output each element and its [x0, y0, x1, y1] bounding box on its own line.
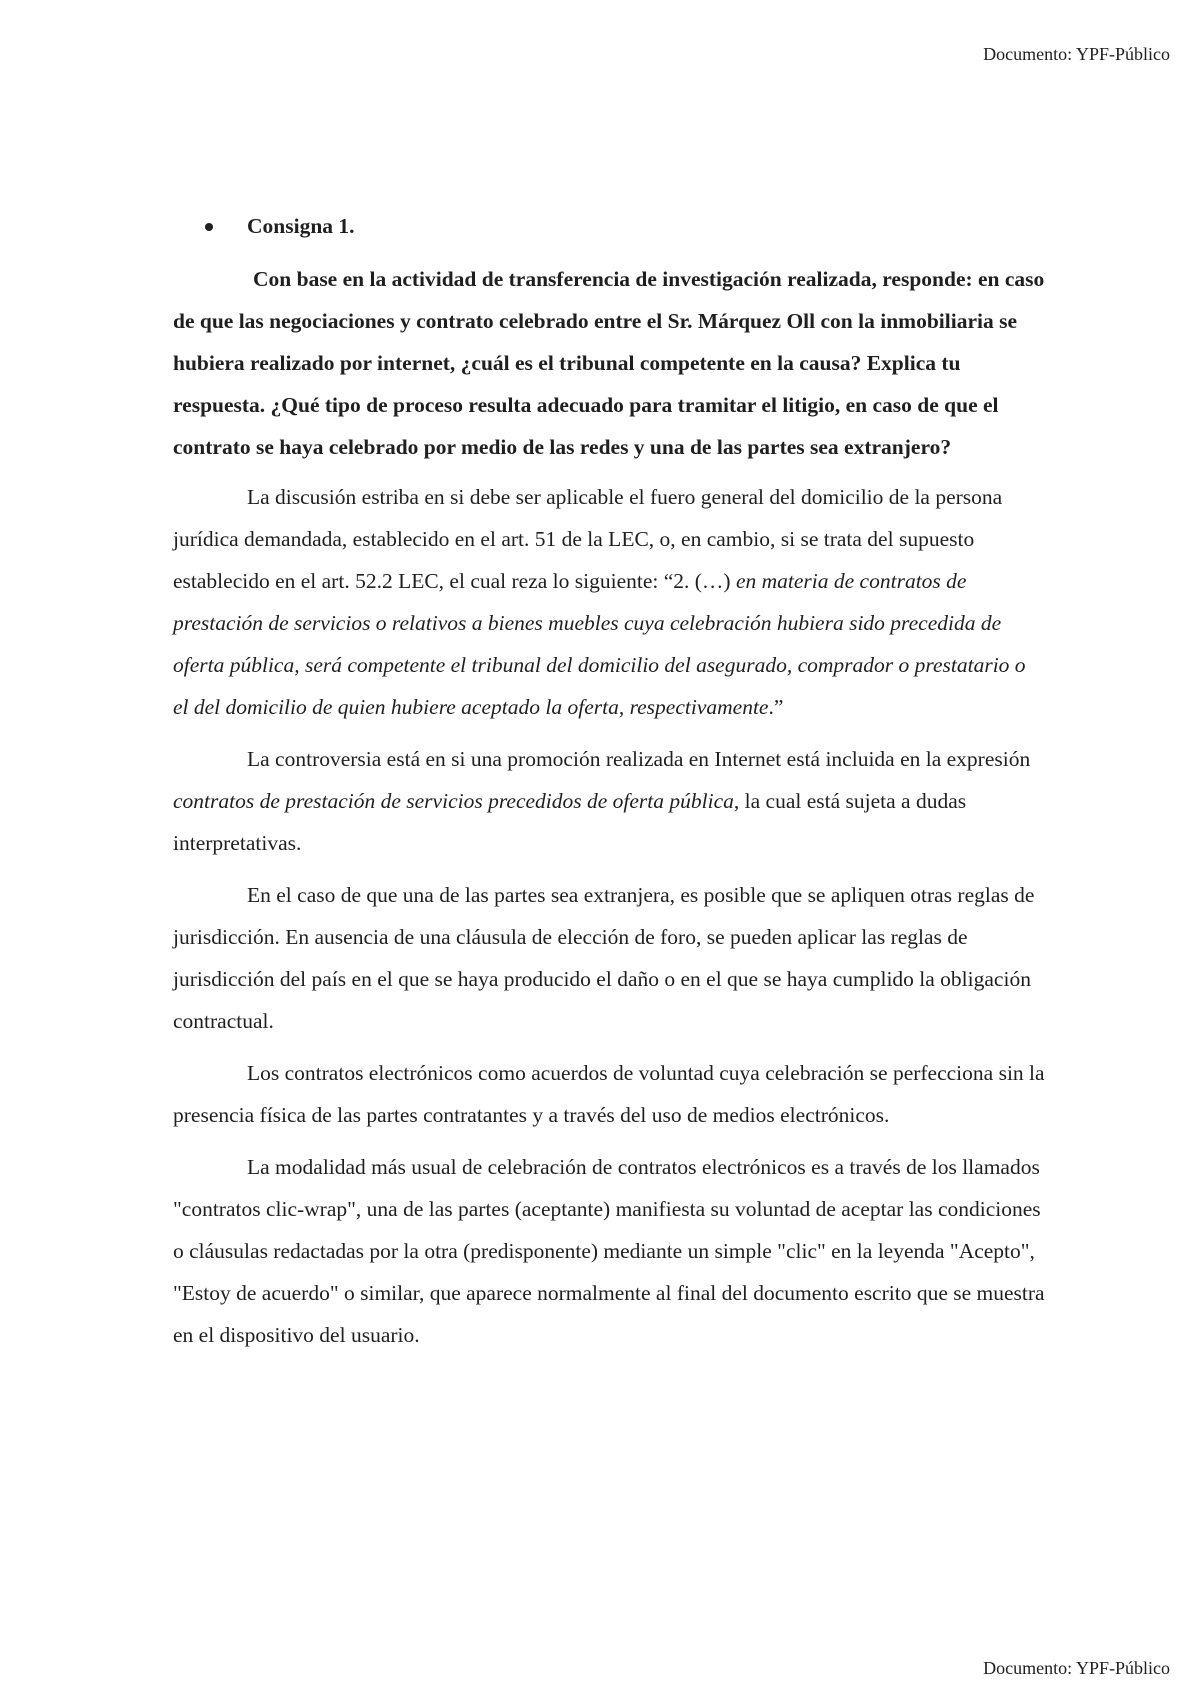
bullet-dot-icon [205, 223, 213, 231]
paragraph-fuero-lead: La discusión estriba en si debe ser aplicable el fuero general del domicilio de la persona jurídica demandada, establecido en el art. 51 de la LEC, o, en cambio, si se trata del supuesto establecido en el art. 52.2 LEC, el cual reza lo siguiente: “2. (…) [173, 485, 1003, 593]
bullet-item [173, 208, 1045, 244]
question-paragraph: Con base en la actividad de transferencia de investigación realizada, responde: en caso de que las negociaciones y contrato celebrado entre el Sr. Márquez Oll con la inmobiliaria se hubiera realizado por internet, ¿cuál es el tribunal competente en la causa? Explica tu respuesta. ¿Qué tipo de proceso resulta adecuado para tramitar el litigio, en caso de que el contrato se haya celebrado por medio de las redes y una de las partes sea extranjero? [173, 267, 1045, 459]
document-body [173, 208, 1045, 1366]
paragraph-extranjera: En el caso de que una de las partes sea extranjera, es posible que se apliquen otras reglas de jurisdicción. En ausencia de una cláusula de elección de foro, se pueden aplicar las reglas de jurisdicción del país en el que se haya producido el daño o en el que se haya cumplido la obligación contractual. [173, 883, 1035, 1033]
paragraph-fuero-tail: .” [768, 695, 784, 719]
bullet-item-label: Consigna 1. [247, 214, 355, 238]
paragraph-controversia-lead: La controversia está en si una promoción realizada en Internet está incluida en la expresión [247, 747, 1031, 771]
paragraph-fuero [173, 476, 1045, 728]
paragraph-fuero-quote: en materia de contratos de prestación de servicios o relativos a bienes muebles cuya celebración hubiera sido precedida de oferta pública, será competente el tribunal del domicilio del asegurado, comprador o prestatario o el del domicilio de quien hubiere aceptado la oferta, respectivamente [173, 569, 1026, 719]
paragraph-clic-wrap: La modalidad más usual de celebración de contratos electrónicos es a través de los llamados "contratos clic-wrap", una de las partes (aceptante) manifiesta su voluntad de aceptar las condiciones o cláusulas redactadas por la otra (predisponente) mediante un simple "clic" en la leyenda "Acepto", "Estoy de acuerdo" o similar, que aparece normalmente al final del documento escrito que se muestra en el dispositivo del usuario. [173, 1155, 1045, 1347]
page-header-label: Documento: YPF-Público [983, 44, 1170, 64]
paragraph-controversia-quote: contratos de prestación de servicios precedidos de oferta pública [173, 789, 734, 813]
paragraph-controversia-tail: , la cual está sujeta a dudas interpretativas. [173, 789, 967, 855]
paragraph-contratos-electronicos: Los contratos electrónicos como acuerdos de voluntad cuya celebración se perfecciona sin la presencia física de las partes contratantes y a través del uso de medios electrónicos. [173, 1061, 1045, 1127]
page-footer-label: Documento: YPF-Público [983, 1658, 1170, 1678]
paragraph-controversia [173, 738, 1045, 864]
